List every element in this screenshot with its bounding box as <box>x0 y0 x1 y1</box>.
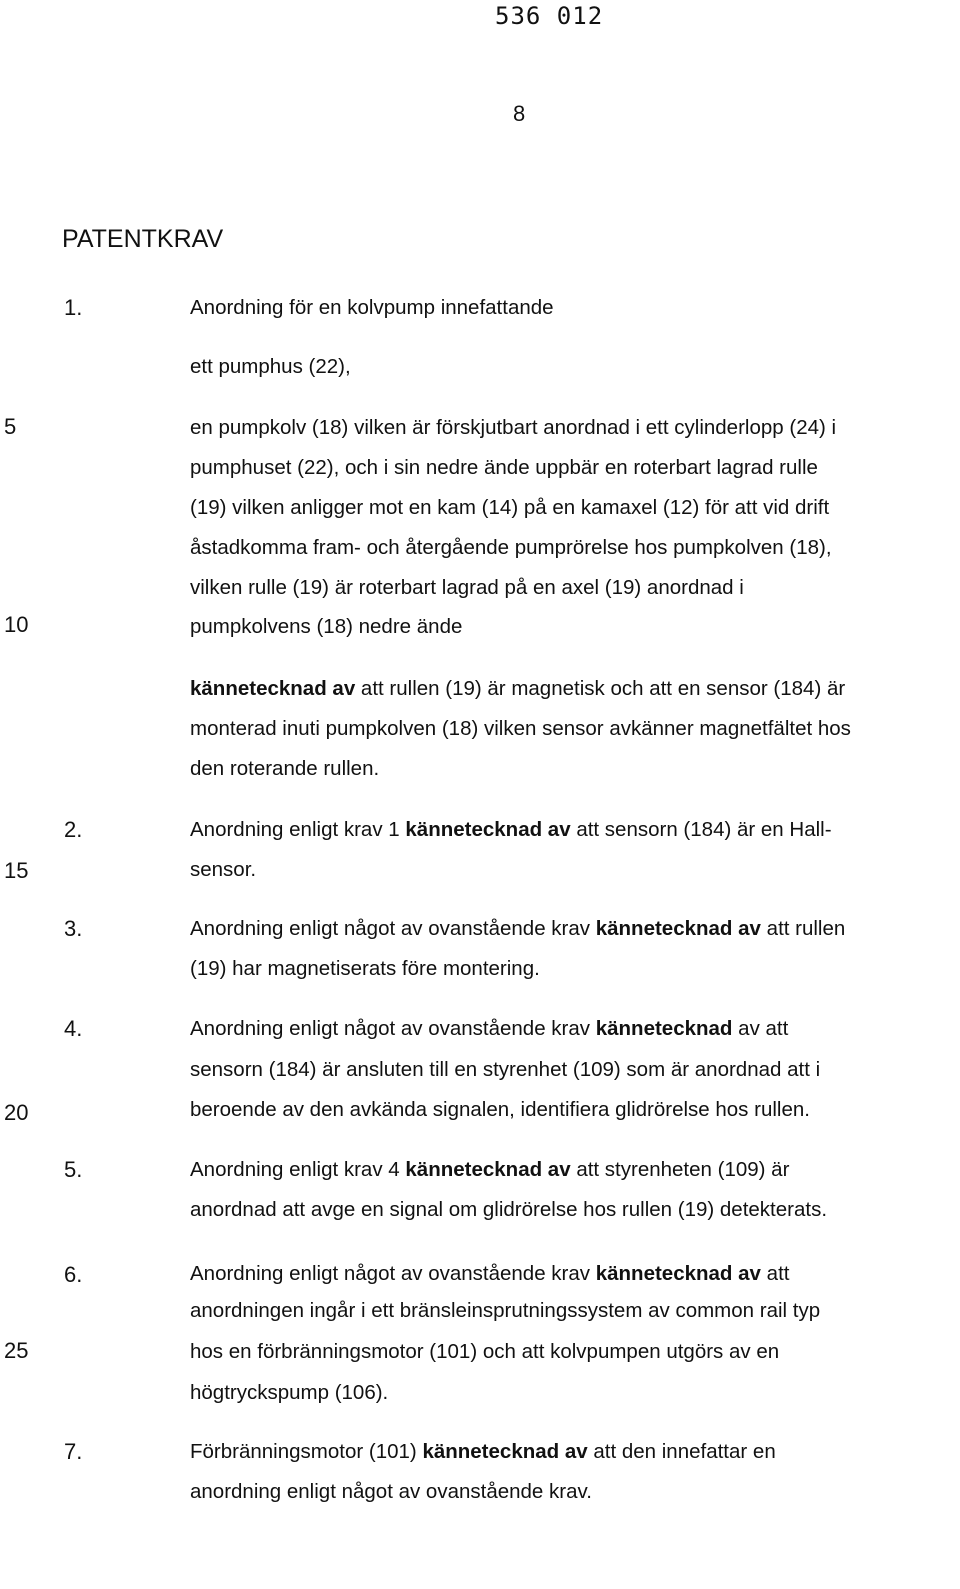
claim-text: en pumpkolv (18) vilken är förskjutbart anordnad i ett cylinderlopp (24) i <box>190 416 837 439</box>
characterizing-phrase: kännetecknad av <box>190 677 356 700</box>
claim-text: sensorn (184) är ansluten till en styrenhet (109) som är anordnad att i <box>190 1058 821 1081</box>
claim-1-line <box>190 534 832 562</box>
characterizing-phrase: kännetecknad av <box>422 1440 588 1463</box>
claim-1-line <box>190 715 851 743</box>
claim-number-1: 1. <box>64 295 83 320</box>
claim-text: att <box>760 1262 790 1285</box>
claim-text: att rullen (19) är magnetisk och att en sensor (184) är <box>355 677 846 700</box>
claims-heading: PATENTKRAV <box>62 225 224 253</box>
claim-1-line <box>190 414 836 442</box>
line-number-10: 10 <box>4 612 29 637</box>
claim-4-line <box>190 1096 810 1124</box>
claim-text: Anordning enligt krav 1 <box>190 818 406 841</box>
claim-1-line <box>190 613 462 641</box>
claim-6-line <box>190 1379 388 1407</box>
claim-text: (19) vilken anligger mot en kam (14) på en kamaxel (12) för att vid drift <box>190 496 830 519</box>
line-number-25: 25 <box>4 1338 29 1363</box>
claim-text: pumphuset (22), och i sin nedre ände uppbär en roterbart lagrad rulle <box>190 456 818 479</box>
claim-1-line <box>190 353 351 381</box>
claim-text: pumpkolvens (18) nedre ände <box>190 615 463 638</box>
claim-1-line <box>190 494 829 522</box>
claim-2-line <box>190 856 256 884</box>
claim-text: att sensorn (184) är en Hall- <box>570 818 832 841</box>
line-number-5: 5 <box>4 414 17 439</box>
claim-text: (19) har magnetiserats före montering. <box>190 957 540 980</box>
claim-text: Anordning enligt krav 4 <box>190 1158 406 1181</box>
claim-text: beroende av den avkända signalen, identifiera glidrörelse hos rullen. <box>190 1098 810 1121</box>
claim-1-line <box>190 574 744 602</box>
claim-text: att den innefattar en <box>587 1440 776 1463</box>
page-number: 8 <box>513 101 526 126</box>
claim-text: anordning enligt något av ovanstående krav. <box>190 1480 592 1503</box>
claim-number-2: 2. <box>64 817 83 842</box>
claim-1-line <box>190 454 818 482</box>
characterizing-phrase: kännetecknad av <box>405 1158 571 1181</box>
claim-text: hos en förbränningsmotor (101) och att kolvpumpen utgörs av en <box>190 1340 780 1363</box>
characterizing-phrase: kännetecknad <box>595 1017 733 1040</box>
claim-6-line <box>190 1338 779 1366</box>
claim-3-line <box>190 915 845 943</box>
claim-4-line <box>190 1015 788 1043</box>
claim-text: vilken rulle (19) är roterbart lagrad på en axel (19) anordnad i <box>190 576 744 599</box>
claim-text: Anordning enligt något av ovanstående krav <box>190 917 596 940</box>
claim-1-line <box>190 675 845 703</box>
claim-text: åstadkomma fram- och återgående pumprörelse hos pumpkolven (18), <box>190 536 832 559</box>
claim-number-3: 3. <box>64 916 83 941</box>
characterizing-phrase: kännetecknad av <box>405 818 571 841</box>
claim-text: den roterande rullen. <box>190 757 380 780</box>
claim-1-line <box>190 294 554 322</box>
claim-7-line <box>190 1478 592 1506</box>
claim-text: att styrenheten (109) är <box>570 1158 790 1181</box>
claim-text: anordnad att avge en signal om glidrörelse hos rullen (19) detekterats. <box>190 1198 828 1221</box>
characterizing-phrase: kännetecknad av <box>595 917 761 940</box>
line-number-15: 15 <box>4 858 29 883</box>
claim-6-line <box>190 1297 820 1325</box>
claim-number-4: 4. <box>64 1016 83 1041</box>
claim-text: sensor. <box>190 858 257 881</box>
claim-number-5: 5. <box>64 1157 83 1182</box>
claim-5-line <box>190 1196 827 1224</box>
publication-number: 536 012 <box>495 2 604 30</box>
claim-5-line <box>190 1156 789 1184</box>
claim-text: monterad inuti pumpkolven (18) vilken sensor avkänner magnetfältet hos <box>190 717 851 740</box>
claim-text: Förbränningsmotor (101) <box>190 1440 423 1463</box>
line-number-20: 20 <box>4 1100 29 1125</box>
claim-text: anordningen ingår i ett bränsleinsprutningssystem av common rail typ <box>190 1299 821 1322</box>
claim-text: högtryckspump (106). <box>190 1381 389 1404</box>
claim-6-line <box>190 1260 789 1288</box>
claim-4-line <box>190 1056 820 1084</box>
claim-text: Anordning enligt något av ovanstående krav <box>190 1017 596 1040</box>
claim-text: ett pumphus (22), <box>190 355 351 378</box>
claim-2-line <box>190 816 832 844</box>
characterizing-phrase: kännetecknad av <box>595 1262 761 1285</box>
claim-text: av att <box>732 1017 789 1040</box>
claim-text: Anordning för en kolvpump innefattande <box>190 296 554 319</box>
claim-7-line <box>190 1438 776 1466</box>
claim-text: Anordning enligt något av ovanstående krav <box>190 1262 596 1285</box>
claim-text: att rullen <box>760 917 846 940</box>
claim-number-7: 7. <box>64 1439 83 1464</box>
claim-1-line <box>190 755 379 783</box>
claim-3-line <box>190 955 540 983</box>
claim-number-6: 6. <box>64 1262 83 1287</box>
